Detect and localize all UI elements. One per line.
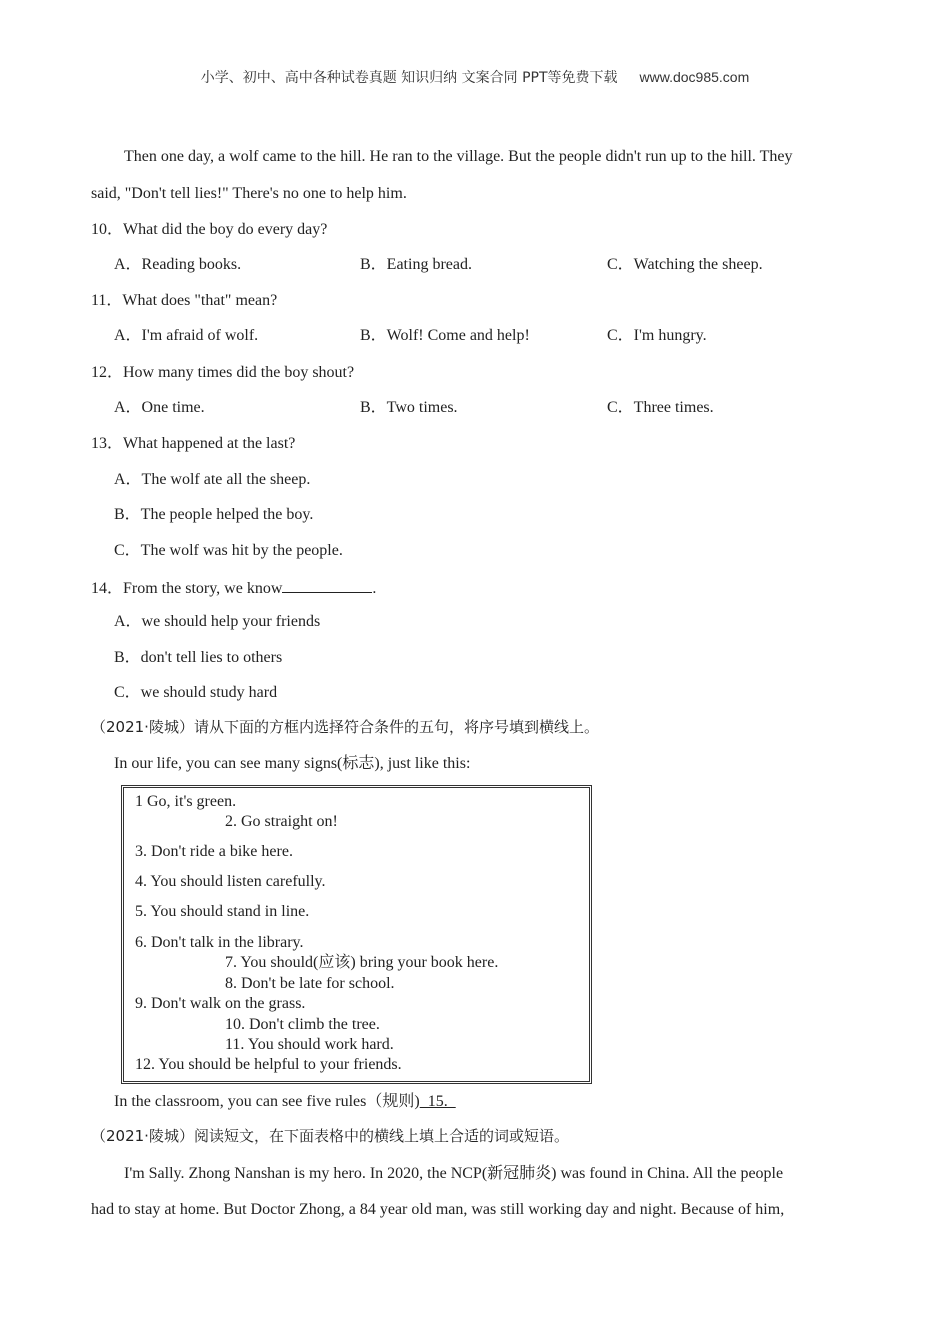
question-12: 12．How many times did the boy shout? <box>91 364 355 381</box>
q12-option-c: C．Three times. <box>607 399 714 416</box>
q10-option-b: B．Eating bread. <box>360 256 472 273</box>
question-11: 11．What does "that" mean? <box>91 292 278 309</box>
q14-option-b: B．don't tell lies to others <box>114 649 283 666</box>
sign-line-6: 6. Don't talk in the library. <box>135 934 304 951</box>
q12-option-a: A．One time. <box>114 399 205 416</box>
q10-option-a: A．Reading books. <box>114 256 242 273</box>
q10-option-c: C．Watching the sheep. <box>607 256 763 273</box>
sign-line-12: 12. You should be helpful to your friends. <box>135 1056 402 1073</box>
passage1-line2: said, "Don't tell lies!" There's no one to help him. <box>91 185 407 202</box>
sign-line-11: 11. You should work hard. <box>225 1036 394 1053</box>
passage1-line1: Then one day, a wolf came to the hill. He ran to the village. But the people didn't run up to the hill. They <box>124 148 793 165</box>
sign-line-10: 10. Don't climb the tree. <box>225 1016 380 1033</box>
section3-tag: （2021·陵城）阅读短文，在下面表格中的横线上填上合适的词或短语。 <box>91 1127 569 1145</box>
q11-option-b: B．Wolf! Come and help! <box>360 327 530 344</box>
sign-line-3: 3. Don't ride a bike here. <box>135 843 293 860</box>
question-13: 13．What happened at the last? <box>91 435 296 452</box>
header-text: 小学、初中、高中各种试卷真题 知识归纳 文案合同 PPT等免费下载 <box>200 70 618 86</box>
q13-option-a: A．The wolf ate all the sheep. <box>114 471 311 488</box>
q12-option-b: B．Two times. <box>360 399 458 416</box>
classroom-rules-line <box>114 1092 456 1111</box>
sign-line-8: 8. Don't be late for school. <box>225 975 395 992</box>
question-14-end: . <box>372 580 377 597</box>
sign-line-5: 5. You should stand in line. <box>135 903 310 920</box>
q13-option-b: B．The people helped the boy. <box>114 506 314 523</box>
sign-line-2: 2. Go straight on! <box>225 813 338 830</box>
q14-option-a: A．we should help your friends <box>114 613 321 630</box>
passage3-line1: I'm Sally. Zhong Nanshan is my hero. In 2020, the NCP(新冠肺炎) was found in China. All the people <box>124 1165 784 1182</box>
section2-intro: In our life, you can see many signs(标志), just like this: <box>114 755 471 772</box>
question-10: 10．What did the boy do every day? <box>91 221 328 238</box>
q11-option-a: A．I'm afraid of wolf. <box>114 327 259 344</box>
sign-line-1: 1 Go, it's green. <box>135 793 237 810</box>
question-14-text: 14．From the story, we know <box>91 580 283 597</box>
question-14 <box>91 576 376 598</box>
q14-option-c: C．we should study hard <box>114 684 278 701</box>
q13-option-c: C．The wolf was hit by the people. <box>114 542 343 559</box>
sign-line-7: 7. You should(应该) bring your book here. <box>225 954 499 971</box>
header-url[interactable]: www.doc985.com <box>639 69 750 85</box>
sign-line-4: 4. You should listen carefully. <box>135 873 326 890</box>
sign-line-9: 9. Don't walk on the grass. <box>135 995 306 1012</box>
answer-blank-15[interactable]: 15. <box>419 1093 456 1110</box>
q11-option-c: C．I'm hungry. <box>607 327 707 344</box>
section2-tag: （2021·陵城）请从下面的方框内选择符合条件的五句，将序号填到横线上。 <box>91 718 599 736</box>
classroom-rules-text: In the classroom, you can see five rules（规则) <box>114 1093 420 1110</box>
passage3-line2: had to stay at home. But Doctor Zhong, a 84 year old man, was still working day and night. Because of him, <box>91 1201 785 1218</box>
page-header <box>0 69 950 87</box>
answer-blank[interactable] <box>282 576 372 593</box>
